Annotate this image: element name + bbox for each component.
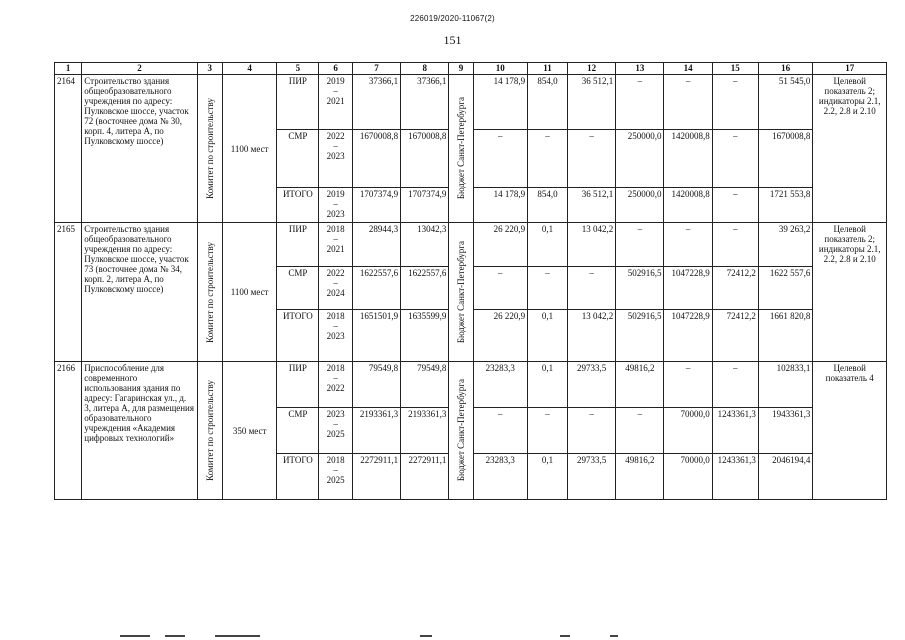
- value-cell: 14 178,9: [473, 188, 528, 223]
- value-cell: 1707374,9: [401, 188, 449, 223]
- value-cell: 0,1: [528, 223, 568, 267]
- column-header: 12: [567, 63, 615, 75]
- target-indicator: Целевой показатель 4: [813, 362, 887, 500]
- year-end: 2021: [326, 244, 345, 254]
- year-start: 2023: [326, 409, 345, 419]
- year-start: 2019: [326, 76, 345, 86]
- column-header: 3: [197, 63, 222, 75]
- work-type: ПИР: [277, 223, 319, 267]
- value-cell: –: [473, 130, 528, 188]
- year-end: 2023: [326, 151, 345, 161]
- value-cell: 14 178,9: [473, 75, 528, 130]
- target-indicator: Целевой показатель 2; индикаторы 2.1, 2.2, 2.8 и 2.10: [813, 75, 887, 223]
- year-start: 2022: [326, 131, 345, 141]
- scan-mark: [215, 635, 260, 637]
- period: 2019 – 2023: [319, 188, 353, 223]
- budget-cell: [449, 223, 473, 362]
- register-table: [54, 62, 887, 500]
- value-cell: –: [616, 75, 664, 130]
- year-start: 2018: [326, 311, 345, 321]
- customer-cell: [197, 362, 222, 500]
- year-start: 2018: [326, 224, 345, 234]
- year-end: 2025: [326, 475, 345, 485]
- value-cell: 51 545,0: [758, 75, 813, 130]
- value-cell: –: [616, 408, 664, 454]
- budget-cell: [449, 75, 473, 223]
- period: 2018 – 2021: [319, 223, 353, 267]
- period: 2022 – 2024: [319, 267, 353, 310]
- value-cell: 70000,0: [664, 408, 712, 454]
- value-cell: 1622557,6: [352, 267, 400, 310]
- target-indicator: Целевой показатель 2; индикаторы 2.1, 2.2, 2.8 и 2.10: [813, 223, 887, 362]
- capacity: 350 мест: [222, 362, 277, 500]
- value-cell: 1243361,3: [712, 454, 758, 500]
- capacity: 1100 мест: [222, 223, 277, 362]
- column-header: 1: [55, 63, 82, 75]
- value-cell: 39 263,2: [758, 223, 813, 267]
- value-cell: –: [712, 75, 758, 130]
- value-cell: 1635599,9: [401, 310, 449, 362]
- value-cell: 250000,0: [616, 188, 664, 223]
- year-end: 2023: [326, 209, 345, 219]
- customer-cell: [197, 223, 222, 362]
- column-header: 8: [401, 63, 449, 75]
- value-cell: 2272911,1: [352, 454, 400, 500]
- value-cell: –: [528, 267, 568, 310]
- column-header: 16: [758, 63, 813, 75]
- value-cell: 1670008,8: [401, 130, 449, 188]
- column-header: 17: [813, 63, 887, 75]
- year-end: 2022: [326, 383, 345, 393]
- value-cell: 36 512,1: [567, 75, 615, 130]
- row-number: 2164: [55, 75, 82, 223]
- period: 2018 – 2023: [319, 310, 353, 362]
- value-cell: 1721 553,8: [758, 188, 813, 223]
- column-header: 15: [712, 63, 758, 75]
- value-cell: 29733,5: [567, 454, 615, 500]
- year-start: 2022: [326, 268, 345, 278]
- scan-mark: [610, 635, 618, 637]
- value-cell: 0,1: [528, 454, 568, 500]
- value-cell: 26 220,9: [473, 310, 528, 362]
- value-cell: 1622 557,6: [758, 267, 813, 310]
- year-end: 2021: [326, 96, 345, 106]
- scan-mark: [420, 635, 432, 637]
- budget-cell: [449, 362, 473, 500]
- value-cell: 502916,5: [616, 310, 664, 362]
- value-cell: –: [567, 267, 615, 310]
- value-cell: 250000,0: [616, 130, 664, 188]
- value-cell: –: [473, 408, 528, 454]
- row-number: 2166: [55, 362, 82, 500]
- value-cell: 37366,1: [352, 75, 400, 130]
- value-cell: 1622557,6: [401, 267, 449, 310]
- value-cell: 1670008,8: [758, 130, 813, 188]
- value-cell: 28944,3: [352, 223, 400, 267]
- value-cell: –: [473, 267, 528, 310]
- column-header: 7: [352, 63, 400, 75]
- work-type: ИТОГО: [277, 188, 319, 223]
- table-row: [55, 362, 887, 408]
- value-cell: 79549,8: [401, 362, 449, 408]
- scan-mark: [165, 635, 185, 637]
- year-end: 2024: [326, 288, 345, 298]
- value-cell: 49816,2: [616, 454, 664, 500]
- column-header: 2: [82, 63, 197, 75]
- work-type: ПИР: [277, 75, 319, 130]
- customer-text: Комитет по строительству: [204, 241, 215, 343]
- value-cell: 2272911,1: [401, 454, 449, 500]
- value-cell: –: [567, 408, 615, 454]
- column-header: 6: [319, 63, 353, 75]
- value-cell: –: [528, 130, 568, 188]
- value-cell: 1670008,8: [352, 130, 400, 188]
- document-id: 226019/2020-11067(2): [410, 14, 495, 23]
- value-cell: –: [616, 223, 664, 267]
- value-cell: –: [664, 362, 712, 408]
- value-cell: 72412,2: [712, 267, 758, 310]
- column-header: 10: [473, 63, 528, 75]
- page-number: 151: [443, 33, 462, 47]
- scan-edge-marks: [0, 632, 905, 640]
- value-cell: 13 042,2: [567, 310, 615, 362]
- period: 2019 – 2021: [319, 75, 353, 130]
- value-cell: 2193361,3: [352, 408, 400, 454]
- value-cell: 26 220,9: [473, 223, 528, 267]
- scan-mark: [560, 635, 570, 637]
- value-cell: 502916,5: [616, 267, 664, 310]
- value-cell: 2193361,3: [401, 408, 449, 454]
- value-cell: 1943361,3: [758, 408, 813, 454]
- scan-mark: [120, 635, 150, 637]
- value-cell: –: [712, 223, 758, 267]
- capacity: 1100 мест: [222, 75, 277, 223]
- value-cell: 854,0: [528, 75, 568, 130]
- value-cell: –: [664, 75, 712, 130]
- year-start: 2019: [326, 189, 345, 199]
- value-cell: –: [664, 223, 712, 267]
- value-cell: 1420008,8: [664, 130, 712, 188]
- value-cell: –: [712, 188, 758, 223]
- value-cell: 1047228,9: [664, 310, 712, 362]
- customer-text: Комитет по строительству: [204, 380, 215, 481]
- year-start: 2018: [326, 455, 345, 465]
- value-cell: 49816,2: [616, 362, 664, 408]
- value-cell: –: [712, 362, 758, 408]
- column-header: 11: [528, 63, 568, 75]
- value-cell: 1420008,8: [664, 188, 712, 223]
- column-header: 4: [222, 63, 277, 75]
- object-name: Строительство здания общеобразовательного учреждения по адресу: Пулковское шоссе, участок 72 (восточнее дома № 30, корп. 4, литера А, по Пулковскому шоссе): [82, 75, 197, 223]
- value-cell: 79549,8: [352, 362, 400, 408]
- period: 2018 – 2022: [319, 362, 353, 408]
- value-cell: 13042,3: [401, 223, 449, 267]
- column-header: 5: [277, 63, 319, 75]
- value-cell: 13 042,2: [567, 223, 615, 267]
- value-cell: 29733,5: [567, 362, 615, 408]
- budget-text: Бюджет Санкт-Петербурга: [455, 240, 466, 344]
- row-number: 2165: [55, 223, 82, 362]
- period: 2022 – 2023: [319, 130, 353, 188]
- work-type: СМР: [277, 408, 319, 454]
- work-type: СМР: [277, 130, 319, 188]
- value-cell: –: [528, 408, 568, 454]
- value-cell: 36 512,1: [567, 188, 615, 223]
- table-row: [55, 223, 887, 267]
- value-cell: –: [712, 130, 758, 188]
- work-type: СМР: [277, 267, 319, 310]
- customer-cell: [197, 75, 222, 223]
- object-name: Приспособление для современного использования здания по адресу: Гагаринская ул., д. 3, литера А, для размещения образовательного учреждения «Академия цифровых технологий»: [82, 362, 197, 500]
- budget-text: Бюджет Санкт-Петербурга: [455, 379, 466, 482]
- value-cell: 1661 820,8: [758, 310, 813, 362]
- column-header: 13: [616, 63, 664, 75]
- value-cell: 72412,2: [712, 310, 758, 362]
- value-cell: 1651501,9: [352, 310, 400, 362]
- period: 2023 – 2025: [319, 408, 353, 454]
- value-cell: 37366,1: [401, 75, 449, 130]
- value-cell: 23283,3: [473, 362, 528, 408]
- column-header: 9: [449, 63, 473, 75]
- work-type: ИТОГО: [277, 310, 319, 362]
- value-cell: 23283,3: [473, 454, 528, 500]
- value-cell: 1707374,9: [352, 188, 400, 223]
- value-cell: –: [567, 130, 615, 188]
- budget-text: Бюджет Санкт-Петербурга: [455, 97, 466, 200]
- year-end: 2025: [326, 429, 345, 439]
- work-type: ПИР: [277, 362, 319, 408]
- value-cell: 102833,1: [758, 362, 813, 408]
- value-cell: 1047228,9: [664, 267, 712, 310]
- year-start: 2018: [326, 363, 345, 373]
- value-cell: 2046194,4: [758, 454, 813, 500]
- year-end: 2023: [326, 331, 345, 341]
- value-cell: 0,1: [528, 310, 568, 362]
- value-cell: 70000,0: [664, 454, 712, 500]
- value-cell: 854,0: [528, 188, 568, 223]
- value-cell: 0,1: [528, 362, 568, 408]
- column-number-row: [55, 63, 887, 75]
- object-name: Строительство здания общеобразовательного учреждения по адресу: Пулковское шоссе, участок 73 (восточнее дома № 34, корп. 2, литера А, по Пулковскому шоссе): [82, 223, 197, 362]
- customer-text: Комитет по строительству: [204, 98, 215, 199]
- value-cell: 1243361,3: [712, 408, 758, 454]
- table-row: [55, 75, 887, 130]
- period: 2018 – 2025: [319, 454, 353, 500]
- column-header: 14: [664, 63, 712, 75]
- work-type: ИТОГО: [277, 454, 319, 500]
